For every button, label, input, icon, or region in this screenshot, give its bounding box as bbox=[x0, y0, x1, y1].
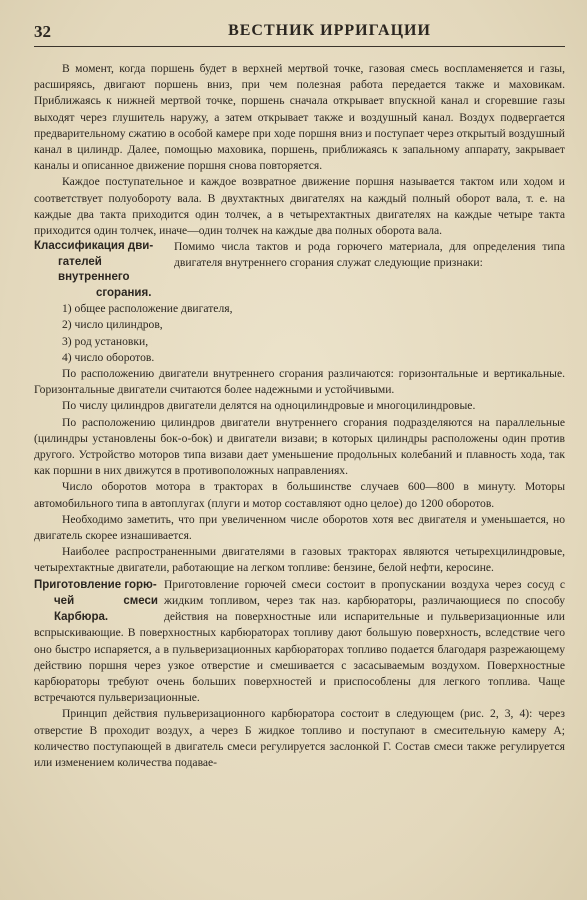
paragraph: По числу цилиндров двигатели делятся на одноцилиндровые и многоцилиндровые. bbox=[62, 399, 476, 413]
paragraph: Число оборотов мотора в тракторах в большинстве случаев 600—800 в минуту. Моторы автомобильного типа в автоплугах (плуги и мотор составляют одно целое) до 1200 оборотов. bbox=[34, 480, 565, 510]
paragraph: По расположению двигатели внутреннего сгорания различаются: горизонтальные и вертикальные. Горизонтальные двигатели считаются более надежными и устойчивыми. bbox=[34, 367, 565, 397]
section-heading-classification: Классификация дви- гателей внутреннего сгорания. bbox=[34, 240, 154, 299]
classification-section bbox=[34, 239, 565, 301]
journal-title: ВЕСТНИК ИРРИГАЦИИ bbox=[228, 22, 431, 39]
section-heading-carburetor: Приготовление горю- чей смеси Карбюра. bbox=[34, 578, 158, 624]
paragraph: Приготовление горючей смеси состоит в пропускании воздуха через сосуд с жидким топливом, через так наз. карбюраторы, различающиеся по способу действия на поверхностные или испарительные и пульверизационные или вспрыскивающие. В поверхностных карбюраторах топливу дают большую поверхность, вследствие чего оно быстро испаряется, а в пульверизационных карбюраторах топливо подается благодаря разрежающему действию поршня через узкое отверстие и смешивается с засасываемым воздухом. Поверхностные карбюраторы требуют очень больших поверхностей и приспособлены для легкого топлива. Чаще встречаются пульверизационные. bbox=[34, 577, 565, 705]
list-item: 2) число цилиндров, bbox=[62, 318, 163, 332]
paragraph: Принцип действия пульверизационного карбюратора состоит в следующем (рис. 2, 3, 4): через отверстие В проходит воздух, а через Б жидкое топливо и поступают в смесительную камеру А; количество поступающей в двигатель смеси регулируется заслонкой Г. Состав смеси также регулируется или изменением количества подавае- bbox=[34, 707, 565, 769]
criteria-list bbox=[34, 301, 565, 366]
paragraph: По расположению цилиндров двигатели внутреннего сгорания подразделяются на параллельные (цилиндры установлены бок-о-бок) и двигатели визави; в которых цилиндры расположены один против другого. Устройство моторов типа визави дает уменьшение продольных колебаний и плавность хода, так как поршни в них движутся в противоположных направлениях. bbox=[34, 415, 565, 478]
page-header bbox=[34, 22, 565, 47]
paragraph: Каждое поступательное и каждое возвратное движение поршня называется тактом или ходом и соответствует полуобороту вала. В двухтактных двигателях на каждый полный оборот вала, т. е. на каждые два такта приходится один толчек, а в четырехтактных двигателях на каждые четыре такта приходится один толчек, иначе—один толчек на каждые два полных оборота вала. bbox=[34, 175, 565, 238]
list-item: 3) род установки, bbox=[62, 334, 149, 348]
paragraph: Помимо числа тактов и рода горючего материала, для определения типа двигателя внутреннего сгорания служат следующие признаки: bbox=[174, 240, 565, 270]
list-item: 1) общее расположение двигателя, bbox=[62, 302, 233, 316]
article-body bbox=[34, 61, 565, 771]
paragraph: Необходимо заметить, что при увеличенном числе оборотов хотя вес двигателя и уменьшается, но двигатель скорее изнашивается. bbox=[34, 512, 565, 543]
paragraph: В момент, когда поршень будет в верхней мертвой точке, газовая смесь воспламеняется и газы, расширяясь, двигают поршень вниз, при чем полезная работа передается также и маховикам. Приближаясь к нижней мертвой точке, поршень сначала открывает впускной канал и сгоревшие газы выходят через глушитель наружу, а затем открывает также и воздушный канал. Воздух подвергается предварительному сжатию в особой камере при ходе поршня вниз и поступает через открытый воздушный канал в цилиндр. Далее, помощью маховика, поршень, приближаясь к запальному аппарату, закрывает каналы и описанное движение поршня снова повторяется. bbox=[34, 62, 565, 173]
carburetor-section bbox=[34, 577, 565, 707]
page-number: 32 bbox=[34, 22, 51, 41]
paragraph: Наиболее распространенными двигателями в газовых тракторах являются четырехцилиндровые, четырехтактные двигатели, работающие на легком топливе: бензине, белой нефти, керосине. bbox=[34, 545, 565, 575]
list-item: 4) число оборотов. bbox=[62, 350, 155, 364]
